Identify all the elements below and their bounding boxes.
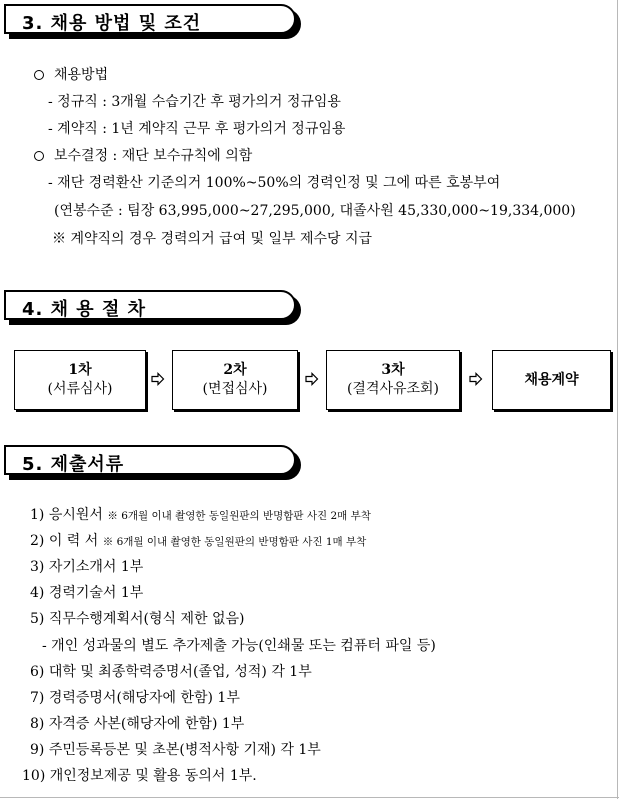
doc-item-2-text: 2) 이 력 서 [30,533,103,549]
section4-title: 4. 채 용 절 차 [22,299,146,320]
bullet-salary-text: 보수결정 : 재단 보수규칙에 의함 [54,148,253,164]
section3-header [4,4,296,34]
contract-note-line: ※ 계약직의 경우 경력의거 급여 및 일부 제수당 지급 [52,231,373,247]
process-step-1 [14,350,146,410]
arrow-right-icon [469,372,483,386]
section5-header [4,445,296,475]
doc-item-7: 7) 경력증명서(해당자에 한함) 1부 [30,690,240,706]
step-3-title: 3차 [381,362,405,378]
career-conversion-line: - 재단 경력환산 기준의거 100%~50%의 경력인정 및 그에 따른 호봉부여 [48,175,501,191]
section4-header [4,290,296,320]
circle-bullet-icon [34,151,44,161]
page-border-bottom [0,797,619,798]
circle-bullet-icon [34,70,44,80]
doc-item-1-note: ※ 6개월 이내 촬영한 동일원판의 반명함판 사진 2매 부착 [107,510,371,522]
process-step-2 [172,350,298,410]
doc-item-9: 9) 주민등록등본 및 초본(병적사항 기재) 각 1부 [30,742,321,758]
bullet-hiring-method-text: 채용방법 [54,67,109,83]
contract-employee-line: - 계약직 : 1년 계약직 근무 후 평가의거 정규임용 [48,121,346,137]
doc-item-2 [30,532,366,551]
step-2-title: 2차 [223,362,247,378]
step-3-sub: (결격사유조회) [346,381,440,397]
step-1-sub: (서류심사) [47,381,113,397]
page-border-right [617,0,618,799]
step-4-title: 채용계약 [524,371,579,388]
doc-item-4: 4) 경력기술서 1부 [30,585,144,601]
section5-title: 5. 제출서류 [22,454,125,475]
doc-item-1-text: 1) 응시원서 [30,507,108,523]
bullet-hiring-method [34,66,108,84]
doc-item-5-sub: - 개인 성과물의 별도 추가제출 가능(인쇄물 또는 컴퓨터 파일 등) [42,638,436,654]
salary-range-line: (연봉수준 : 팀장 63,995,000~27,295,000, 대졸사원 45,330,000~19,334,000) [54,203,576,219]
step-2-sub: (면접심사) [202,381,268,397]
step-1-title: 1차 [68,362,92,378]
process-step-4 [492,350,611,410]
doc-item-6: 6) 대학 및 최종학력증명서(졸업, 성적) 각 1부 [30,664,312,680]
section3-title: 3. 채용 방법 및 조건 [22,13,202,34]
regular-employee-line: - 정규직 : 3개월 수습기간 후 평가의거 정규임용 [48,94,341,110]
doc-item-5: 5) 직무수행계획서(형식 제한 없음) [30,611,245,627]
bullet-salary [34,147,252,165]
process-step-3 [326,350,460,410]
doc-item-1 [30,506,371,525]
arrow-right-icon [151,372,165,386]
arrow-right-icon [305,372,319,386]
doc-item-8: 8) 자격증 사본(해당자에 한함) 1부 [30,716,245,732]
doc-item-3: 3) 자기소개서 1부 [30,559,144,575]
doc-item-10: 10) 개인정보제공 및 활용 동의서 1부. [22,768,257,784]
doc-item-2-note: ※ 6개월 이내 촬영한 동일원판의 반명함판 사진 1매 부착 [102,536,367,548]
